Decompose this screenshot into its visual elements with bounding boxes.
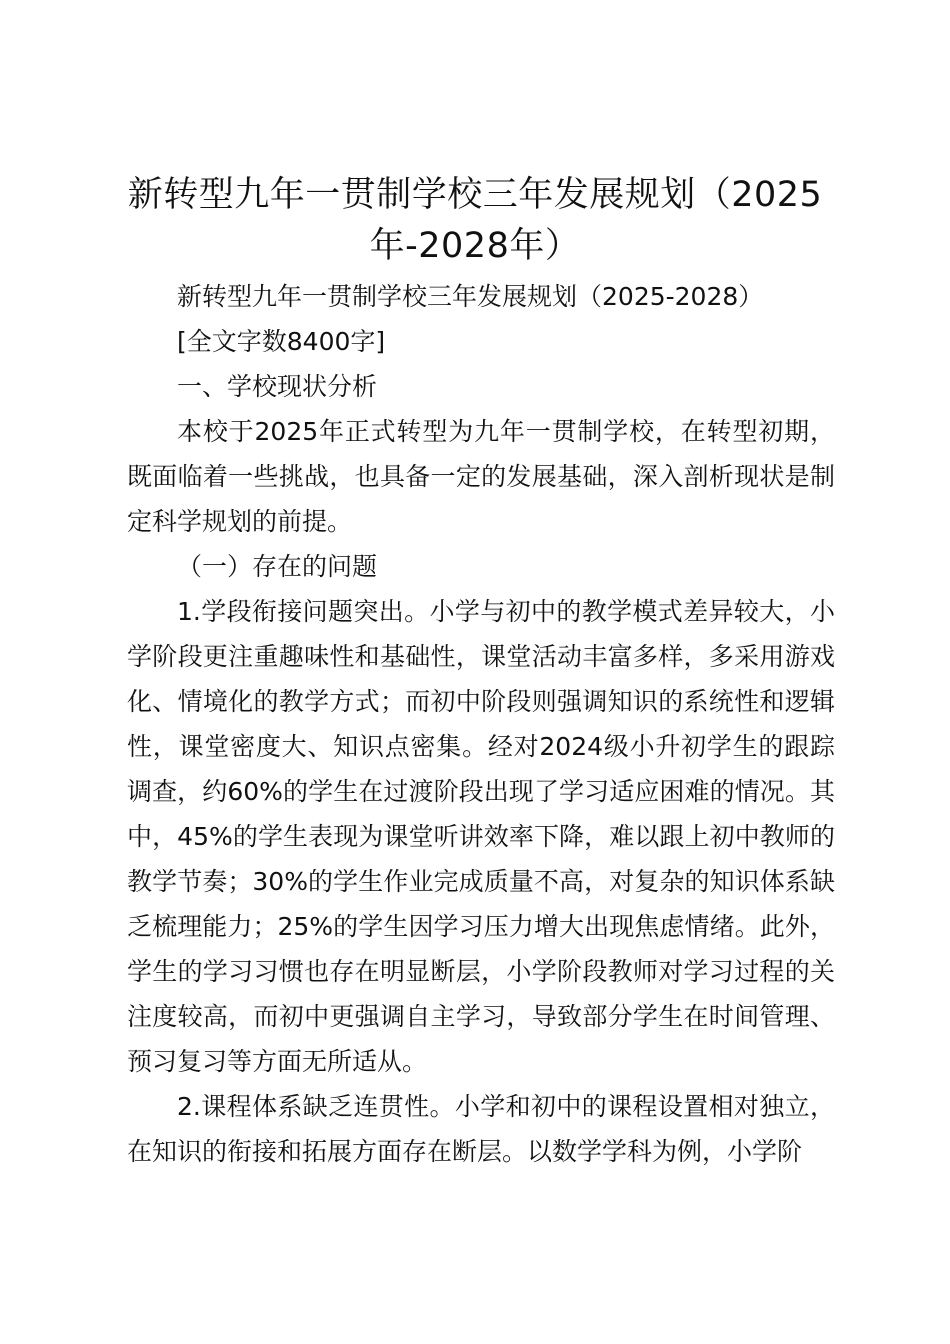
body-paragraph-1: 本校于2025年正式转型为九年一贯制学校，在转型初期，既面临着一些挑战，也具备一定的发展基础，深入剖析现状是制定科学规划的前提。 bbox=[127, 417, 835, 536]
word-count-paragraph: [全文字数8400字] bbox=[177, 327, 386, 356]
subsection-heading-1: （一）存在的问题 bbox=[177, 552, 378, 581]
body-paragraph-2: 1.学段衔接问题突出。小学与初中的教学模式差异较大，小学阶段更注重趣味性和基础性，课堂活动丰富多样，多采用游戏化、情境化的教学方式；而初中阶段则强调知识的系统性和逻辑性，课堂密度大、知识点密集。经对2024级小升初学生的跟踪调查，约60%的学生在过渡阶段出现了学习适应困难的情况。其中，45%的学生表现为课堂听讲效率下降，难以跟上初中教师的教学节奏；30%的学生作业完成质量不高，对复杂的知识体系缺乏梳理能力；25%的学生因学习压力增大出现焦虑情绪。此外，学生的学习习惯也存在明显断层，小学阶段教师对学习过程的关注度较高，而初中更强调自主学习，导致部分学生在时间管理、预习复习等方面无所适从。 bbox=[127, 597, 835, 1076]
document-body bbox=[127, 274, 835, 1174]
document-title: 新转型九年一贯制学校三年发展规划（2025年-2028年） bbox=[127, 175, 823, 266]
subtitle-paragraph: 新转型九年一贯制学校三年发展规划（2025-2028） bbox=[177, 282, 764, 311]
body-paragraph-3: 2.课程体系缺乏连贯性。小学和初中的课程设置相对独立，在知识的衔接和拓展方面存在断层。以数学学科为例，小学阶 bbox=[127, 1092, 835, 1166]
section-heading-1: 一、学校现状分析 bbox=[177, 372, 378, 401]
